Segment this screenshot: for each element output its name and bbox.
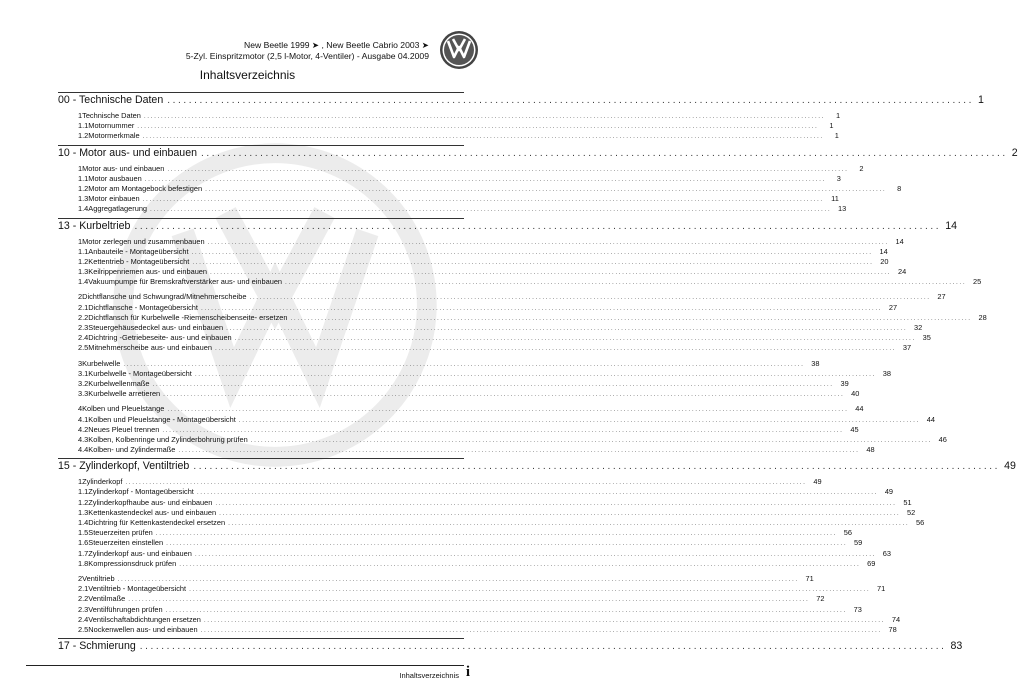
- entry-number: 1.4: [78, 204, 89, 214]
- table-of-contents: [58, 92, 1018, 657]
- entry-page: 28: [978, 312, 987, 322]
- entry-page: 44: [926, 414, 935, 424]
- entry-title: Keilrippenriemen aus- und einbauen: [88, 267, 208, 277]
- entry-number: 1.2: [78, 256, 89, 266]
- entry-number: 2.4: [78, 333, 89, 343]
- entry-number: 1.2: [78, 183, 89, 193]
- leader-dots: ........................................................................................................................................................................................................: [238, 416, 920, 424]
- entry-number: 2.1: [78, 584, 89, 594]
- entry-number: 1: [78, 236, 83, 246]
- entry-title: Motornummer: [88, 121, 135, 131]
- entry-number: 1.5: [78, 528, 89, 538]
- entry-page: 24: [897, 267, 907, 277]
- section-page: 83: [950, 640, 963, 653]
- toc-entry[interactable]: [58, 404, 864, 414]
- leader-dots: ........................................................................................................................................................................................................: [214, 345, 897, 353]
- entry-page: 51: [903, 497, 912, 507]
- entry-page: 69: [867, 558, 876, 568]
- entry-number: 1.1: [78, 246, 89, 256]
- entry-title: Technische Daten: [82, 111, 141, 120]
- entry-title: Kompressionsdruck prüfen: [88, 558, 177, 568]
- leader-dots: ........................................................................................................................................................................................................: [219, 509, 901, 517]
- entry-page: 48: [866, 445, 875, 455]
- entry-title: Motormerkmale: [88, 131, 140, 141]
- toc-entry[interactable]: [58, 434, 947, 445]
- entry-page: 63: [882, 548, 892, 558]
- section-title: 10 - Motor aus- und einbauen: [58, 146, 197, 159]
- leader-dots: ........................................................................................................................................................................................................: [167, 165, 849, 173]
- entry-number: 3.2: [78, 378, 89, 388]
- section-page: 49: [1004, 460, 1016, 473]
- leader-dots: ........................................................................................................................................................................................................: [144, 175, 826, 183]
- entry-title: Ventilmaße: [88, 594, 126, 604]
- entry-title: Kettentrieb - Montageübersicht: [88, 256, 190, 266]
- page-number: i: [465, 664, 470, 680]
- toc-entry[interactable]: [58, 358, 820, 369]
- entry-number: 3.1: [78, 368, 89, 378]
- entry-page: 3: [836, 173, 841, 183]
- entry-title: Neues Pleuel trennen: [88, 424, 160, 434]
- leader-dots: ........................................................................................................................................................................................................: [205, 185, 887, 193]
- entry-page: 45: [850, 424, 859, 434]
- entry-number: 3: [78, 358, 83, 368]
- header-line-1: New Beetle 1999 ➤ , New Beetle Cabrio 2003 ➤: [244, 40, 429, 50]
- leader-dots: ........................................................................................................................................................................................................: [226, 325, 908, 332]
- entry-page: 46: [938, 434, 947, 444]
- vw-logo-icon: [439, 30, 479, 70]
- leader-dots: ........................................................................................................................................................................................................: [290, 314, 972, 322]
- entry-title: Steuergehäusedeckel aus- und einbauen: [88, 323, 224, 332]
- entry-title: Zylinderkopf aus- und einbauen: [88, 548, 192, 558]
- leader-dots: ......................................................................................................................................................: [167, 95, 974, 106]
- entry-title: Ventiltrieb - Montageübersicht: [88, 584, 187, 594]
- leader-dots: ........................................................................................................................................................................................................: [128, 596, 810, 604]
- toc-section: [58, 458, 1016, 635]
- entry-number: 4: [78, 404, 83, 414]
- entry-page: 13: [838, 204, 847, 214]
- entry-number: 2.3: [78, 323, 89, 332]
- leader-dots: ......................................................................................................................................................: [134, 220, 942, 232]
- toc-entry[interactable]: [58, 368, 891, 379]
- entry-page: 14: [895, 236, 904, 246]
- leader-dots: ........................................................................................................................................................................................................: [117, 575, 799, 583]
- entry-title: Dichtring für Kettenkastendeckel ersetzen: [88, 518, 226, 527]
- entry-title: Motor zerlegen und zusammenbauen: [82, 236, 205, 246]
- leader-dots: ........................................................................................................................................................................................................: [194, 370, 876, 378]
- toc-entry[interactable]: [58, 528, 852, 538]
- toc-entry[interactable]: [58, 343, 912, 353]
- toc-entry[interactable]: [58, 548, 892, 559]
- section-title: 15 - Zylinderkopf, Ventiltrieb: [58, 460, 190, 473]
- toc-section-heading[interactable]: [58, 459, 1016, 477]
- toc-entry[interactable]: [58, 378, 849, 389]
- entry-number: 1.1: [78, 487, 89, 497]
- entry-number: 2.2: [78, 594, 89, 604]
- entry-page: 71: [805, 573, 814, 583]
- entry-title: Steuerzeiten einstellen: [88, 538, 164, 548]
- entry-page: 38: [882, 368, 891, 378]
- entry-title: Zylinderkopfhaube aus- und einbauen: [88, 497, 213, 507]
- toc-section-heading[interactable]: [58, 146, 1018, 164]
- entry-title: Dichtflansch für Kurbelwelle -Riemenscheibenseite- ersetzen: [88, 312, 288, 322]
- leader-dots: ........................................................................................................................................................................................................: [143, 113, 826, 120]
- entry-title: Motor ausbauen: [88, 173, 142, 183]
- page-title: Inhaltsverzeichnis: [199, 68, 296, 82]
- toc-entry[interactable]: [58, 111, 841, 121]
- entry-title: Zylinderkopf - Montageübersicht: [88, 487, 194, 497]
- entry-page: 73: [853, 604, 862, 614]
- entry-number: 2.2: [78, 312, 89, 322]
- leader-dots: ......................................................................................................................................................: [201, 147, 1008, 159]
- entry-number: 1.3: [78, 194, 89, 204]
- entry-page: 78: [888, 624, 897, 634]
- entry-title: Mitnehmerscheibe aus- und einbauen: [88, 343, 212, 353]
- entry-number: 2.3: [78, 604, 89, 614]
- entry-page: 1: [835, 111, 841, 120]
- entry-page: 11: [831, 194, 839, 204]
- toc-entry[interactable]: [58, 518, 925, 528]
- toc-entry[interactable]: [58, 173, 841, 184]
- toc-section: [58, 145, 1018, 215]
- entry-number: 1: [78, 477, 83, 487]
- entry-page: 37: [902, 343, 912, 353]
- entry-title: Kolben und Pleuelstange - Montageübersicht: [88, 414, 236, 424]
- toc-entry[interactable]: [58, 194, 839, 204]
- entry-title: Anbauteile - Montageübersicht: [88, 246, 189, 256]
- entry-page: 74: [891, 614, 901, 624]
- toc-entry[interactable]: [58, 204, 847, 214]
- entry-title: Kurbelwellenmaße: [88, 378, 150, 388]
- entry-title: Vakuumpumpe für Bremskraftverstärker aus- und einbauen: [88, 277, 283, 287]
- toc-section-heading[interactable]: [58, 219, 957, 237]
- section-title: 13 - Kurbeltrieb: [58, 219, 131, 232]
- entry-title: Kolben und Pleuelstange: [82, 404, 165, 414]
- entry-title: Dichtflansche und Schwungrad/Mitnehmerscheibe: [82, 292, 247, 302]
- entry-title: Kurbelwelle arretieren: [88, 389, 161, 399]
- section-title: 17 - Schmierung: [58, 640, 136, 653]
- entry-title: Kurbelwelle - Montageübersicht: [88, 368, 192, 378]
- toc-entry[interactable]: [58, 594, 825, 604]
- toc-entry[interactable]: [58, 312, 987, 323]
- entry-number: 2.1: [78, 302, 89, 312]
- entry-number: 4.1: [78, 414, 89, 424]
- leader-dots: ........................................................................................................................................................................................................: [150, 206, 832, 214]
- entry-page: 59: [854, 538, 863, 548]
- leader-dots: ........................................................................................................................................................................................................: [191, 248, 873, 256]
- leader-dots: ........................................................................................................................................................................................................: [192, 258, 874, 266]
- leader-dots: ........................................................................................................................................................................................................: [250, 436, 932, 444]
- leader-dots: ........................................................................................................................................................................................................: [163, 391, 845, 399]
- entry-page: 56: [843, 528, 852, 538]
- entry-title: Kolben, Kolbenringe und Zylinderbohrung prüfen: [88, 434, 248, 444]
- leader-dots: ........................................................................................................................................................................................................: [215, 499, 897, 507]
- toc-entry[interactable]: [58, 236, 904, 247]
- toc-entry[interactable]: [58, 414, 935, 425]
- entry-page: 40: [851, 389, 860, 399]
- entry-title: Motor am Montagebock befestigen: [88, 183, 203, 193]
- toc-entry[interactable]: [58, 445, 875, 455]
- leader-dots: ........................................................................................................................................................................................................: [166, 540, 848, 548]
- toc-entry[interactable]: [58, 131, 839, 141]
- entry-page: 72: [816, 594, 825, 604]
- leader-dots: ........................................................................................................................................................................................................: [189, 586, 871, 594]
- leader-dots: ........................................................................................................................................................................................................: [249, 294, 931, 302]
- entry-page: 25: [973, 277, 982, 287]
- entry-number: 1.3: [78, 267, 89, 277]
- toc-entry[interactable]: [58, 267, 907, 277]
- footer-label: Inhaltsverzeichnis: [399, 671, 459, 680]
- toc-section: [58, 92, 984, 142]
- toc-entry[interactable]: [58, 256, 889, 267]
- entry-page: 14: [879, 246, 888, 256]
- toc-entry[interactable]: [58, 163, 864, 174]
- entry-number: 1: [78, 163, 83, 173]
- leader-dots: ........................................................................................................................................................................................................: [196, 489, 879, 497]
- toc-section-heading[interactable]: [58, 639, 963, 657]
- entry-number: 1.8: [78, 558, 89, 568]
- toc-entry[interactable]: [58, 333, 931, 343]
- toc-entry[interactable]: [58, 497, 912, 508]
- section-page: 1: [977, 94, 984, 106]
- leader-dots: ........................................................................................................................................................................................................: [194, 550, 877, 558]
- entry-page: 49: [813, 477, 822, 487]
- leader-dots: ........................................................................................................................................................................................................: [125, 479, 807, 487]
- toc-entry[interactable]: [58, 292, 946, 302]
- entry-page: 44: [855, 404, 864, 414]
- entry-number: 2: [78, 573, 83, 583]
- entry-page: 1: [829, 121, 834, 131]
- toc-entry[interactable]: [58, 624, 897, 635]
- entry-title: Steuerzeiten prüfen: [88, 528, 153, 538]
- entry-title: Kolben- und Zylindermaße: [88, 445, 176, 455]
- entry-number: 1: [78, 111, 83, 120]
- leader-dots: ........................................................................................................................................................................................................: [152, 380, 834, 388]
- entry-title: Motor aus- und einbauen: [82, 163, 165, 173]
- entry-page: 20: [880, 256, 889, 266]
- entry-number: 2.5: [78, 624, 89, 634]
- entry-number: 1.2: [78, 497, 89, 507]
- leader-dots: ........................................................................................................................................................................................................: [203, 616, 886, 624]
- leader-dots: ........................................................................................................................................................................................................: [142, 133, 824, 141]
- entry-number: 4.4: [78, 445, 89, 455]
- entry-number: 1.2: [78, 131, 89, 141]
- entry-title: Motor einbauen: [88, 194, 140, 204]
- toc-entry[interactable]: [58, 246, 888, 257]
- entry-title: Zylinderkopf: [82, 477, 123, 487]
- toc-entry[interactable]: [58, 487, 894, 497]
- entry-number: 3.3: [78, 389, 89, 399]
- section-page: 2: [1011, 146, 1018, 159]
- section-page: 14: [945, 219, 957, 232]
- toc-entry[interactable]: [58, 614, 901, 625]
- toc-entry[interactable]: [58, 573, 814, 584]
- entry-title: Dichtring -Getriebeseite- aus- und einbauen: [88, 333, 232, 343]
- toc-entry[interactable]: [58, 277, 982, 287]
- leader-dots: ........................................................................................................................................................................................................: [200, 304, 883, 312]
- toc-section-heading[interactable]: [58, 93, 984, 111]
- leader-dots: ........................................................................................................................................................................................................: [234, 335, 916, 343]
- entry-page: 39: [840, 378, 849, 388]
- entry-page: 2: [859, 163, 864, 173]
- entry-title: Dichtflansche - Montageübersicht: [88, 302, 198, 312]
- leader-dots: ........................................................................................................................................................................................................: [228, 520, 910, 527]
- toc-entry[interactable]: [58, 558, 876, 569]
- leader-dots: ........................................................................................................................................................................................................: [162, 426, 844, 434]
- toc-entry[interactable]: [58, 302, 898, 313]
- toc-entry[interactable]: [58, 604, 862, 615]
- entry-number: 1.1: [78, 173, 89, 183]
- entry-page: 35: [922, 333, 931, 343]
- entry-number: 2.5: [78, 343, 89, 353]
- entry-page: 52: [907, 507, 916, 517]
- entry-page: 8: [897, 183, 902, 193]
- section-title: 00 - Technische Daten: [58, 94, 164, 106]
- leader-dots: ........................................................................................................................................................................................................: [179, 560, 861, 568]
- toc-section: [58, 218, 987, 456]
- leader-dots: ......................................................................................................................................................: [139, 641, 947, 653]
- leader-dots: ........................................................................................................................................................................................................: [137, 123, 819, 131]
- leader-dots: ........................................................................................................................................................................................................: [207, 238, 889, 246]
- entry-page: 27: [937, 292, 946, 302]
- toc-entry[interactable]: [58, 389, 860, 399]
- leader-dots: ........................................................................................................................................................................................................: [123, 360, 805, 368]
- entry-number: 4.2: [78, 424, 89, 434]
- leader-dots: ........................................................................................................................................................................................................: [200, 626, 882, 634]
- entry-title: Aggregatlagerung: [88, 204, 148, 214]
- entry-title: Ventiltrieb: [82, 573, 115, 583]
- entry-number: 4.3: [78, 434, 89, 444]
- entry-title: Ventilführungen prüfen: [88, 604, 163, 614]
- toc-entry[interactable]: [58, 507, 916, 518]
- header-line-2: 5-Zyl. Einspritzmotor (2,5 l-Motor, 4-Ventiler) - Ausgabe 04.2009: [185, 51, 429, 61]
- entry-title: Kettenkastendeckel aus- und einbauen: [88, 507, 217, 517]
- entry-page: 32: [914, 323, 923, 332]
- entry-number: 1.1: [78, 121, 89, 131]
- leader-dots: ........................................................................................................................................................................................................: [178, 447, 860, 455]
- entry-number: 1.3: [78, 507, 89, 517]
- leader-dots: ........................................................................................................................................................................................................: [155, 530, 837, 538]
- entry-number: 1.4: [78, 277, 89, 287]
- toc-entry[interactable]: [58, 584, 886, 594]
- entry-number: 1.7: [78, 548, 89, 558]
- toc-entry[interactable]: [58, 323, 923, 333]
- entry-number: 2: [78, 292, 83, 302]
- entry-page: 38: [811, 358, 820, 368]
- toc-entry[interactable]: [58, 121, 834, 131]
- entry-number: 1.6: [78, 538, 89, 548]
- entry-page: 1: [834, 131, 839, 141]
- toc-entry[interactable]: [58, 183, 902, 194]
- entry-title: Nockenwellen aus- und einbauen: [88, 624, 198, 634]
- leader-dots: ......................................................................................................................................................: [193, 461, 1001, 473]
- entry-title: Ventilschaftabdichtungen ersetzen: [88, 614, 201, 624]
- entry-number: 1.4: [78, 518, 89, 527]
- leader-dots: ........................................................................................................................................................................................................: [165, 606, 847, 614]
- entry-title: Kurbelwelle: [82, 358, 121, 368]
- entry-page: 27: [888, 302, 898, 312]
- leader-dots: ........................................................................................................................................................................................................: [142, 196, 824, 204]
- leader-dots: ........................................................................................................................................................................................................: [285, 279, 967, 287]
- leader-dots: ........................................................................................................................................................................................................: [210, 269, 892, 277]
- footer-rule: [26, 665, 464, 666]
- toc-entry[interactable]: [58, 538, 863, 548]
- entry-page: 71: [877, 584, 886, 594]
- entry-page: 49: [884, 487, 894, 497]
- leader-dots: ........................................................................................................................................................................................................: [167, 406, 849, 414]
- toc-entry[interactable]: [58, 424, 859, 435]
- entry-number: 2.4: [78, 614, 89, 624]
- entry-page: 56: [916, 518, 925, 527]
- toc-entry[interactable]: [58, 477, 822, 487]
- toc-section: [58, 638, 963, 657]
